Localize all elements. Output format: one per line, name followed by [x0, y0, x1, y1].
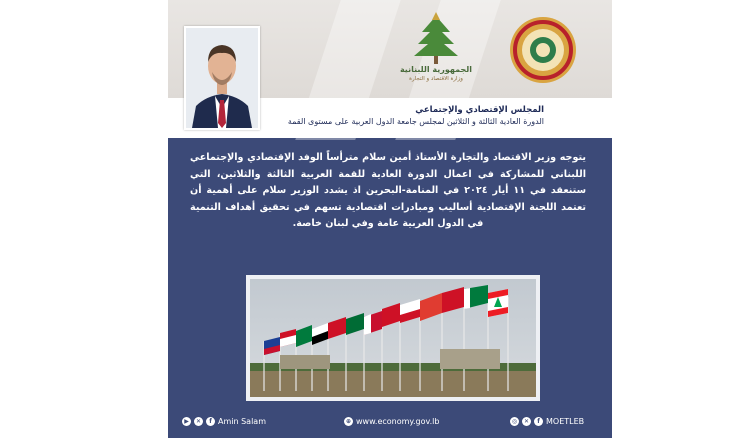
- instagram-icon[interactable]: ◎: [511, 418, 518, 425]
- facebook-icon[interactable]: f: [206, 417, 215, 426]
- arab-summit-logo: [508, 15, 578, 85]
- footer-website[interactable]: [344, 417, 439, 426]
- ministry-logo-text: [394, 64, 478, 83]
- headline: [288, 104, 544, 128]
- globe-icon: ⊕: [345, 418, 352, 425]
- footer-left-social[interactable]: [182, 417, 266, 426]
- footer: [168, 410, 612, 438]
- body-paragraph: يتوجه وزير الاقتصاد والتجارة الأستاذ أمين سلام مترأساً الوفد الإقتصادي والإجتماعي اللبناني للمشاركة في اعمال الدورة العادية للقمة العربية الثالثة والثلاثين، التي ستنعقد في ١١ أيار ٢٠٢٤ في المنامة-البحرين اذ يشدد الوزير سلام على أهمية أن تعتمد اللجنة الإقتصادية أساليب ومبادرات اقتصادية تسهم في تحقيق أهداف التنمية في الدول العربية عامة وفي لبنان خاصة.: [190, 152, 587, 230]
- headline-title: المجلس الإقتصادي والإجتماعي: [415, 105, 544, 115]
- ministry-name: الجمهورية اللبنانية: [399, 65, 473, 74]
- x-icon[interactable]: ✕: [195, 418, 202, 425]
- facebook-icon[interactable]: f: [534, 417, 543, 426]
- flags-photo: [246, 275, 540, 401]
- youtube-icon[interactable]: ▶: [182, 417, 191, 426]
- minister-portrait: [184, 26, 260, 130]
- right-handle[interactable]: MOETLEB: [546, 417, 585, 426]
- footer-right-social[interactable]: [510, 417, 584, 426]
- social-post: [168, 0, 612, 438]
- ministry-subtitle: وزارة الاقتصاد و التجارة: [409, 76, 463, 82]
- left-handle[interactable]: Amin Salam: [218, 417, 266, 426]
- x-icon[interactable]: ✕: [523, 418, 530, 425]
- website-link[interactable]: www.economy.gov.lb: [356, 417, 440, 426]
- headline-subtitle: الدورة العادية الثالثة و الثلاثين لمجلس جامعة الدول العربية على مستوى القمة: [287, 117, 544, 126]
